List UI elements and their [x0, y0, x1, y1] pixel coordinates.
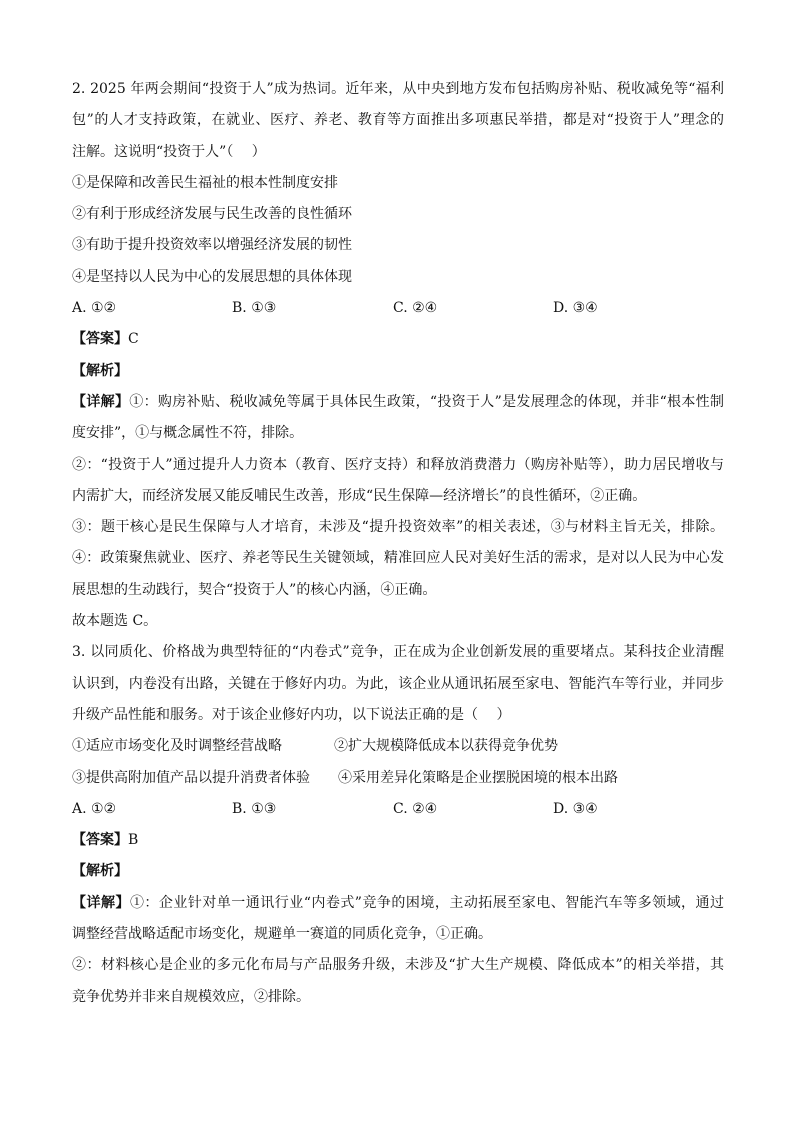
q3-stem-line-2: 认识到，内卷没有出路，关键在于修好内功。为此，该企业从通讯拓展至家电、智能汽车等行业，并同步 — [72, 675, 724, 692]
q2-answer-value: C — [128, 331, 139, 348]
q3-statement-2: ②扩大规模降低成本以获得竞争优势 — [334, 738, 558, 755]
q2-analysis — [72, 356, 724, 387]
q2-statement-3: ③有助于提升投资效率以增强经济发展的韧性 — [72, 237, 352, 254]
q2-detail-line-5: ③：题干核心是民生保障与人才培育，未涉及“提升投资效率”的相关表述，③与材料主旨无关，排除。 — [72, 519, 724, 536]
q3-option-a: A. ①② — [72, 800, 117, 817]
q3-option-b: B. ①③ — [232, 800, 277, 817]
q3-detail-line-3: ②：材料核心是企业的多元化布局与产品服务升级，未涉及“扩大生产规模、降低成本”的相关举措，其 — [72, 957, 724, 974]
q3-options — [72, 794, 724, 825]
q2-option-a: A. ①② — [72, 300, 117, 317]
q3-option-c: C. ②④ — [393, 800, 438, 817]
q3-analysis — [72, 856, 724, 887]
q3-detail-tag: 【详解】 — [72, 894, 130, 911]
document-page — [72, 74, 724, 1013]
q3-detail-line-2: 调整经营战略适配市场变化，规避单一赛道的同质化竞争，①正确。 — [72, 926, 492, 943]
q3-answer — [72, 825, 724, 856]
q2-statement-4: ④是坚持以人民为中心的发展思想的具体体现 — [72, 268, 352, 285]
q3-analysis-tag: 【解析】 — [72, 863, 128, 880]
q3-statement-4: ④采用差异化策略是企业摆脱困境的根本出路 — [338, 769, 618, 786]
q3-answer-value: B — [128, 832, 139, 849]
q2-options — [72, 293, 724, 324]
q2-detail-tag: 【详解】 — [72, 393, 130, 410]
q3-stem-line-1: 3. 以同质化、价格战为典型特征的“内卷式”竞争，正在成为企业创新发展的重要堵点。某科技企业清醒 — [72, 644, 724, 661]
q2-conclusion: 故本题选 C。 — [72, 613, 158, 630]
q2-detail-line-1 — [72, 387, 724, 418]
q2-detail-text-1: ①：购房补贴、税收减免等属于具体民生政策，“投资于人”是发展理念的体现，并非“根本性制 — [129, 393, 724, 410]
q3-statements-row-2 — [72, 763, 724, 794]
q3-statements-row-1 — [72, 731, 724, 762]
q2-stem-line-1: 2. 2025 年两会期间“投资于人”成为热词。近年来，从中央到地方发布包括购房补贴、税收减免等“福利 — [72, 81, 724, 97]
q3-statement-3: ③提供高附加值产品以提升消费者体验 — [72, 769, 310, 786]
q2-option-b: B. ①③ — [232, 300, 277, 317]
q3-stem-line-3: 升级产品性能和服务。对于该企业修好内功，以下说法正确的是（ ） — [72, 706, 511, 723]
q3-option-d: D. ③④ — [553, 800, 598, 817]
q2-detail-line-6: ④：政策聚焦就业、医疗、养老等民生关键领域，精准回应人民对美好生活的需求，是对以人民为中心发 — [72, 550, 724, 567]
q2-stem-line-2: 包”的人才支持政策，在就业、医疗、养老、教育等方面推出多项惠民举措，都是对“投资于人”理念的 — [72, 112, 724, 129]
q2-option-d: D. ③④ — [553, 300, 598, 317]
q2-detail-line-7: 展思想的生动践行，契合“投资于人”的核心内涵，④正确。 — [72, 581, 437, 598]
q2-answer-tag: 【答案】 — [72, 331, 128, 348]
q2-detail-line-3: ②：“投资于人”通过提升人力资本（教育、医疗支持）和释放消费潜力（购房补贴等），助力居民增收与 — [72, 456, 724, 473]
q3-statement-1: ①适应市场变化及时调整经营战略 — [72, 738, 282, 755]
q2-answer — [72, 324, 724, 355]
q2-detail-line-4: 内需扩大，而经济发展又能反哺民生改善，形成“民生保障—经济增长”的良性循环，②正确。 — [72, 487, 647, 504]
q3-detail-text-1: ①：企业针对单一通讯行业“内卷式”竞争的困境，主动拓展至家电、智能汽车等多领域，通过 — [129, 894, 724, 911]
q3-detail-line-4: 竞争优势并非来自规模效应，②排除。 — [72, 988, 310, 1005]
q2-detail-line-2: 度安排”，①与概念属性不符，排除。 — [72, 425, 304, 442]
q2-statement-2: ②有利于形成经济发展与民生改善的良性循环 — [72, 206, 352, 223]
q2-analysis-tag: 【解析】 — [72, 362, 128, 379]
q3-answer-tag: 【答案】 — [72, 832, 128, 849]
q3-detail-line-1 — [72, 888, 724, 919]
q2-stem-line-3: 注解。这说明“投资于人”（ ） — [72, 143, 266, 160]
q2-statement-1: ①是保障和改善民生福祉的根本性制度安排 — [72, 174, 338, 191]
q2-option-c: C. ②④ — [393, 300, 438, 317]
